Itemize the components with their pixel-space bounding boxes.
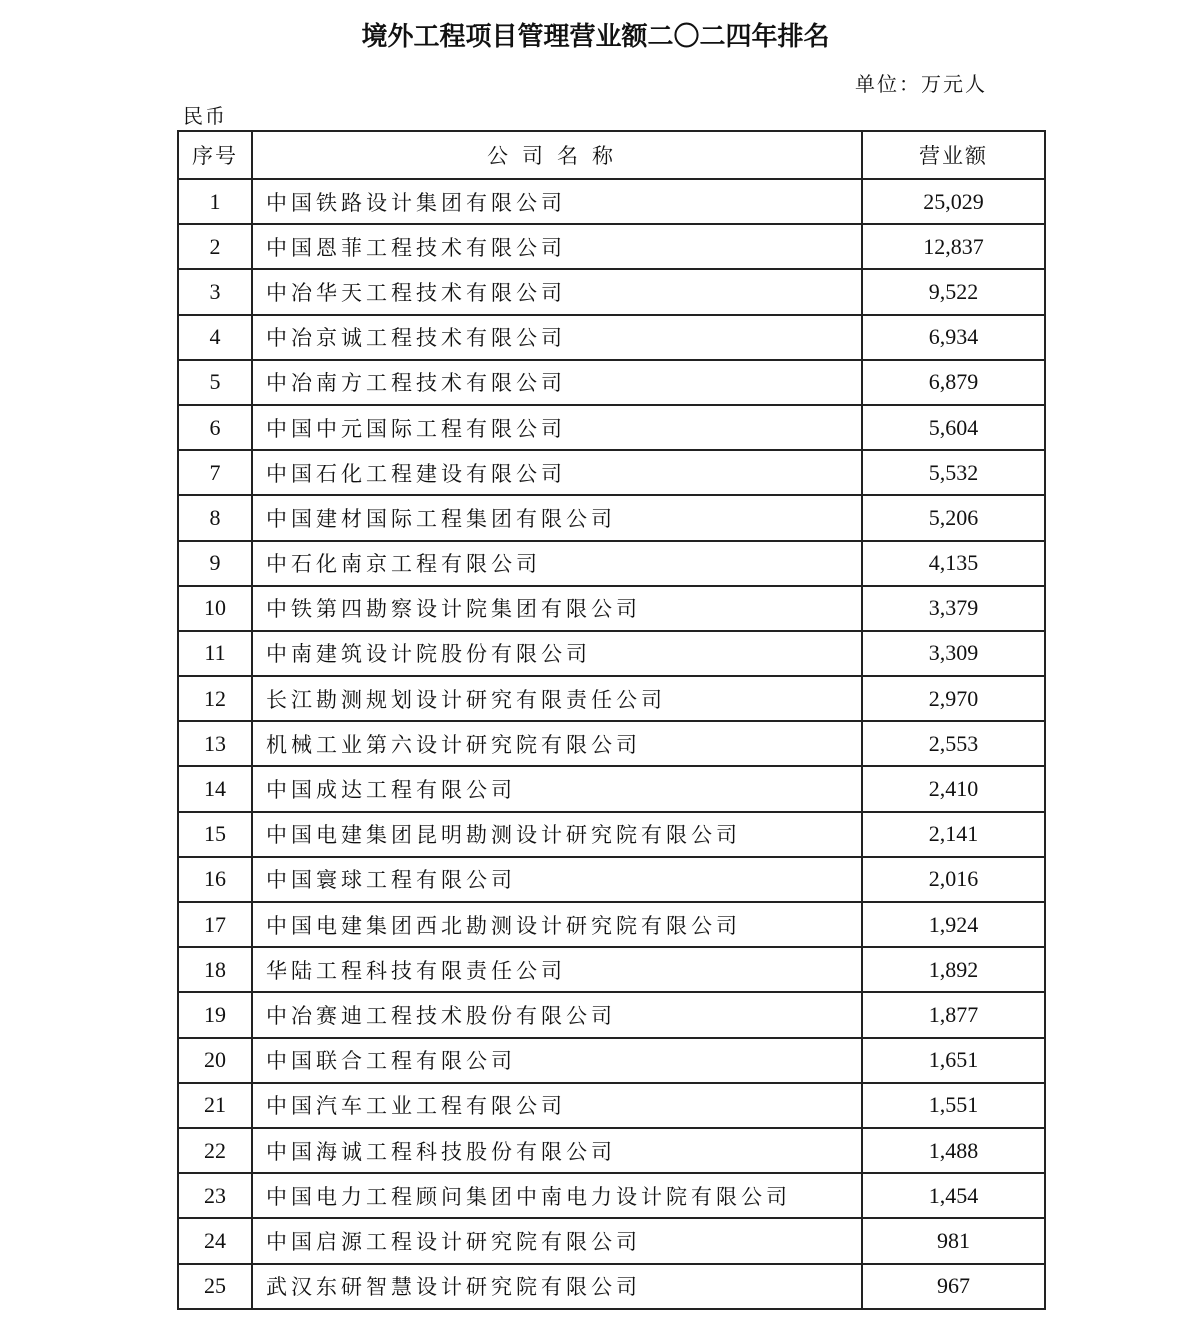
rank-cell: 24	[178, 1218, 252, 1263]
page-title: 境外工程项目管理营业额二〇二四年排名	[361, 22, 830, 52]
revenue-cell: 2,553	[862, 721, 1045, 766]
table-row	[178, 586, 1045, 631]
table-row	[178, 405, 1045, 450]
revenue-cell: 981	[862, 1218, 1045, 1263]
table-row	[178, 450, 1045, 495]
company-name-cell: 中国恩菲工程技术有限公司	[252, 224, 862, 269]
rank-cell: 12	[178, 676, 252, 721]
table-row	[178, 315, 1045, 360]
company-name-cell: 中国海诚工程科技股份有限公司	[252, 1128, 862, 1173]
header-company-name: 公司名称	[252, 131, 862, 179]
rank-cell: 25	[178, 1264, 252, 1309]
company-name-cell: 中国电力工程顾问集团中南电力设计院有限公司	[252, 1173, 862, 1218]
revenue-cell: 2,410	[862, 766, 1045, 811]
table-row	[178, 224, 1045, 269]
rank-cell: 2	[178, 224, 252, 269]
table-row	[178, 360, 1045, 405]
company-name-cell: 中国石化工程建设有限公司	[252, 450, 862, 495]
company-name-cell: 华陆工程科技有限责任公司	[252, 947, 862, 992]
unit-label-continued: 民币	[183, 104, 227, 128]
table-row	[178, 1083, 1045, 1128]
revenue-cell: 6,879	[862, 360, 1045, 405]
company-name-cell: 中国电建集团昆明勘测设计研究院有限公司	[252, 812, 862, 857]
rank-cell: 13	[178, 721, 252, 766]
table-header-row	[178, 131, 1045, 179]
rank-cell: 9	[178, 541, 252, 586]
table-row	[178, 721, 1045, 766]
ranking-table	[177, 130, 1046, 1310]
revenue-cell: 2,970	[862, 676, 1045, 721]
table-row	[178, 676, 1045, 721]
company-name-cell: 中国电建集团西北勘测设计研究院有限公司	[252, 902, 862, 947]
company-name-cell: 中冶华天工程技术有限公司	[252, 269, 862, 314]
rank-cell: 21	[178, 1083, 252, 1128]
revenue-cell: 1,651	[862, 1038, 1045, 1083]
table-row	[178, 541, 1045, 586]
company-name-cell: 中铁第四勘察设计院集团有限公司	[252, 586, 862, 631]
revenue-cell: 1,551	[862, 1083, 1045, 1128]
revenue-cell: 2,141	[862, 812, 1045, 857]
rank-cell: 11	[178, 631, 252, 676]
rank-cell: 20	[178, 1038, 252, 1083]
unit-label: 单位：万元人	[855, 72, 987, 96]
revenue-cell: 967	[862, 1264, 1045, 1309]
rank-cell: 22	[178, 1128, 252, 1173]
rank-cell: 18	[178, 947, 252, 992]
table-row	[178, 179, 1045, 224]
revenue-cell: 1,877	[862, 992, 1045, 1037]
table-row	[178, 947, 1045, 992]
table-row	[178, 1218, 1045, 1263]
company-name-cell: 武汉东研智慧设计研究院有限公司	[252, 1264, 862, 1309]
rank-cell: 5	[178, 360, 252, 405]
revenue-cell: 6,934	[862, 315, 1045, 360]
rank-cell: 7	[178, 450, 252, 495]
revenue-cell: 1,892	[862, 947, 1045, 992]
company-name-cell: 机械工业第六设计研究院有限公司	[252, 721, 862, 766]
rank-cell: 4	[178, 315, 252, 360]
company-name-cell: 中国成达工程有限公司	[252, 766, 862, 811]
company-name-cell: 中石化南京工程有限公司	[252, 541, 862, 586]
revenue-cell: 1,488	[862, 1128, 1045, 1173]
rank-cell: 16	[178, 857, 252, 902]
header-rank: 序号	[178, 131, 252, 179]
table-row	[178, 269, 1045, 314]
table-row	[178, 1264, 1045, 1309]
table-row	[178, 992, 1045, 1037]
company-name-cell: 中冶南方工程技术有限公司	[252, 360, 862, 405]
rank-cell: 3	[178, 269, 252, 314]
revenue-cell: 1,454	[862, 1173, 1045, 1218]
table-row	[178, 902, 1045, 947]
rank-cell: 19	[178, 992, 252, 1037]
company-name-cell: 中南建筑设计院股份有限公司	[252, 631, 862, 676]
revenue-cell: 2,016	[862, 857, 1045, 902]
revenue-cell: 3,309	[862, 631, 1045, 676]
company-name-cell: 中国寰球工程有限公司	[252, 857, 862, 902]
company-name-cell: 中国铁路设计集团有限公司	[252, 179, 862, 224]
company-name-cell: 中国中元国际工程有限公司	[252, 405, 862, 450]
company-name-cell: 中国汽车工业工程有限公司	[252, 1083, 862, 1128]
rank-cell: 8	[178, 495, 252, 540]
rank-cell: 17	[178, 902, 252, 947]
revenue-cell: 3,379	[862, 586, 1045, 631]
company-name-cell: 中国联合工程有限公司	[252, 1038, 862, 1083]
table-row	[178, 1038, 1045, 1083]
table-row	[178, 766, 1045, 811]
table-body	[178, 179, 1045, 1309]
revenue-cell: 5,206	[862, 495, 1045, 540]
company-name-cell: 中国建材国际工程集团有限公司	[252, 495, 862, 540]
revenue-cell: 4,135	[862, 541, 1045, 586]
company-name-cell: 中冶京诚工程技术有限公司	[252, 315, 862, 360]
revenue-cell: 1,924	[862, 902, 1045, 947]
company-name-cell: 中冶赛迪工程技术股份有限公司	[252, 992, 862, 1037]
company-name-cell: 长江勘测规划设计研究有限责任公司	[252, 676, 862, 721]
rank-cell: 15	[178, 812, 252, 857]
revenue-cell: 5,532	[862, 450, 1045, 495]
rank-cell: 6	[178, 405, 252, 450]
revenue-cell: 25,029	[862, 179, 1045, 224]
table-row	[178, 1128, 1045, 1173]
revenue-cell: 5,604	[862, 405, 1045, 450]
rank-cell: 14	[178, 766, 252, 811]
table-row	[178, 857, 1045, 902]
header-revenue: 营业额	[862, 131, 1045, 179]
table-row	[178, 495, 1045, 540]
rank-cell: 23	[178, 1173, 252, 1218]
table-row	[178, 631, 1045, 676]
revenue-cell: 9,522	[862, 269, 1045, 314]
rank-cell: 1	[178, 179, 252, 224]
rank-cell: 10	[178, 586, 252, 631]
company-name-cell: 中国启源工程设计研究院有限公司	[252, 1218, 862, 1263]
table-row	[178, 1173, 1045, 1218]
table-row	[178, 812, 1045, 857]
revenue-cell: 12,837	[862, 224, 1045, 269]
